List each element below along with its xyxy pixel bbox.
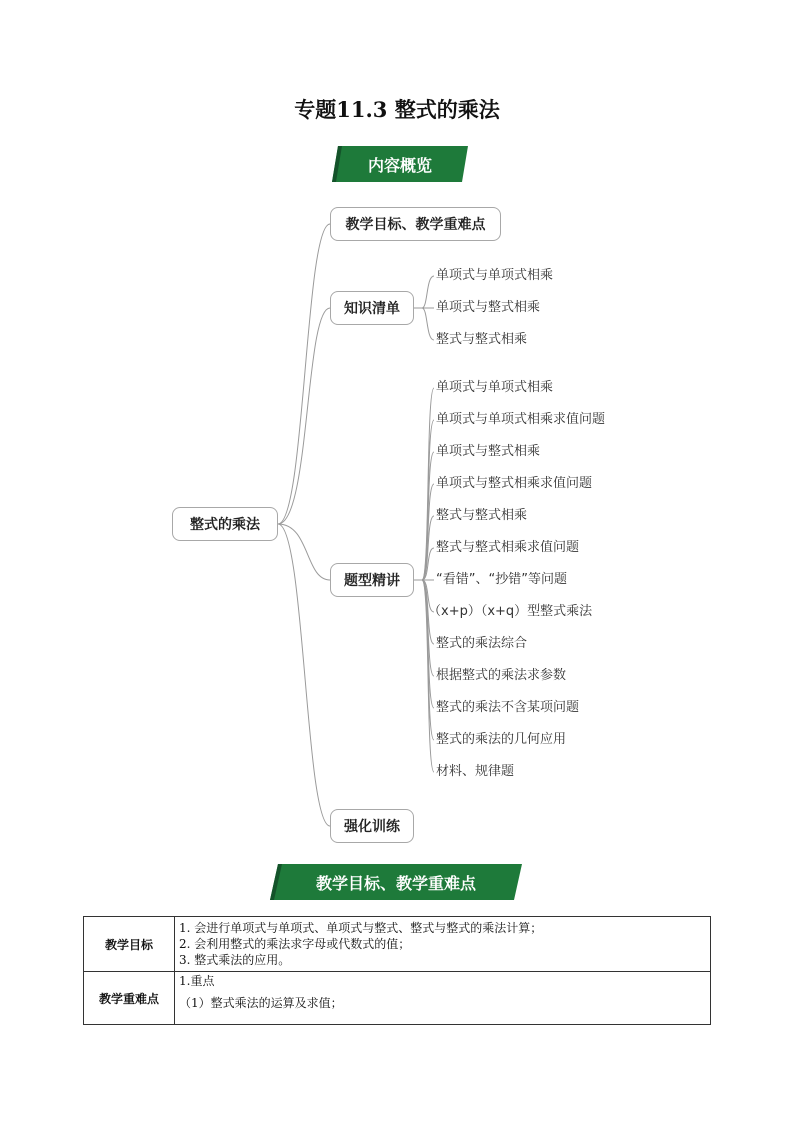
row-content — [175, 917, 711, 972]
knowledge-item: 单项式与整式相乘 — [436, 300, 541, 315]
goal-line: 3. 整式乘法的应用。 — [179, 953, 291, 967]
row-header: 教学重难点 — [84, 972, 175, 1025]
question-type-item: 材料、规律题 — [436, 764, 515, 779]
branch-goals: 教学目标、教学重难点 — [330, 207, 501, 241]
question-type-item: 单项式与单项式相乘求值问题 — [436, 412, 606, 427]
mind-map-root: 整式的乘法 — [172, 507, 278, 541]
branch-knowledge-list: 知识清单 — [330, 291, 414, 325]
teaching-goals-table — [83, 916, 711, 1025]
branch-training: 强化训练 — [330, 809, 414, 843]
table-row — [84, 917, 711, 972]
question-type-item: 单项式与单项式相乘 — [436, 380, 554, 395]
question-type-item: 整式的乘法不含某项问题 — [436, 700, 580, 715]
question-type-item: 整式与整式相乘求值问题 — [436, 540, 580, 555]
banner-goals-label: 教学目标、教学重难点 — [315, 873, 476, 893]
question-type-item: 整式的乘法综合 — [436, 636, 528, 651]
goal-line: 2. 会利用整式的乘法求字母或代数式的值； — [179, 937, 411, 951]
knowledge-item: 单项式与单项式相乘 — [436, 268, 554, 283]
row-content — [175, 972, 711, 1025]
knowledge-item: 整式与整式相乘 — [436, 332, 528, 347]
question-type-item: 根据整式的乘法求参数 — [436, 668, 567, 683]
question-type-item: 单项式与整式相乘求值问题 — [436, 476, 593, 491]
question-type-item: “看错”、“抄错”等问题 — [436, 572, 567, 587]
row-header: 教学目标 — [84, 917, 175, 972]
question-type-item: 单项式与整式相乘 — [436, 444, 541, 459]
branch-question-types: 题型精讲 — [330, 563, 414, 597]
section-banner-goals — [270, 864, 522, 900]
table-row — [84, 972, 711, 1025]
question-type-item: 整式的乘法的几何应用 — [436, 732, 567, 747]
question-type-item: （x+p）（x+q）型整式乘法 — [428, 604, 593, 619]
goal-line: 1. 会进行单项式与单项式、单项式与整式、整式与整式的乘法计算； — [179, 921, 543, 935]
keypoint-line: （1）整式乘法的运算及求值； — [179, 996, 343, 1010]
banner-overview-label: 内容概览 — [367, 155, 432, 175]
page-title: 专题11.3 整式的乘法 — [294, 97, 500, 122]
question-type-item: 整式与整式相乘 — [436, 508, 528, 523]
keypoint-line: 1.重点 — [179, 974, 215, 988]
